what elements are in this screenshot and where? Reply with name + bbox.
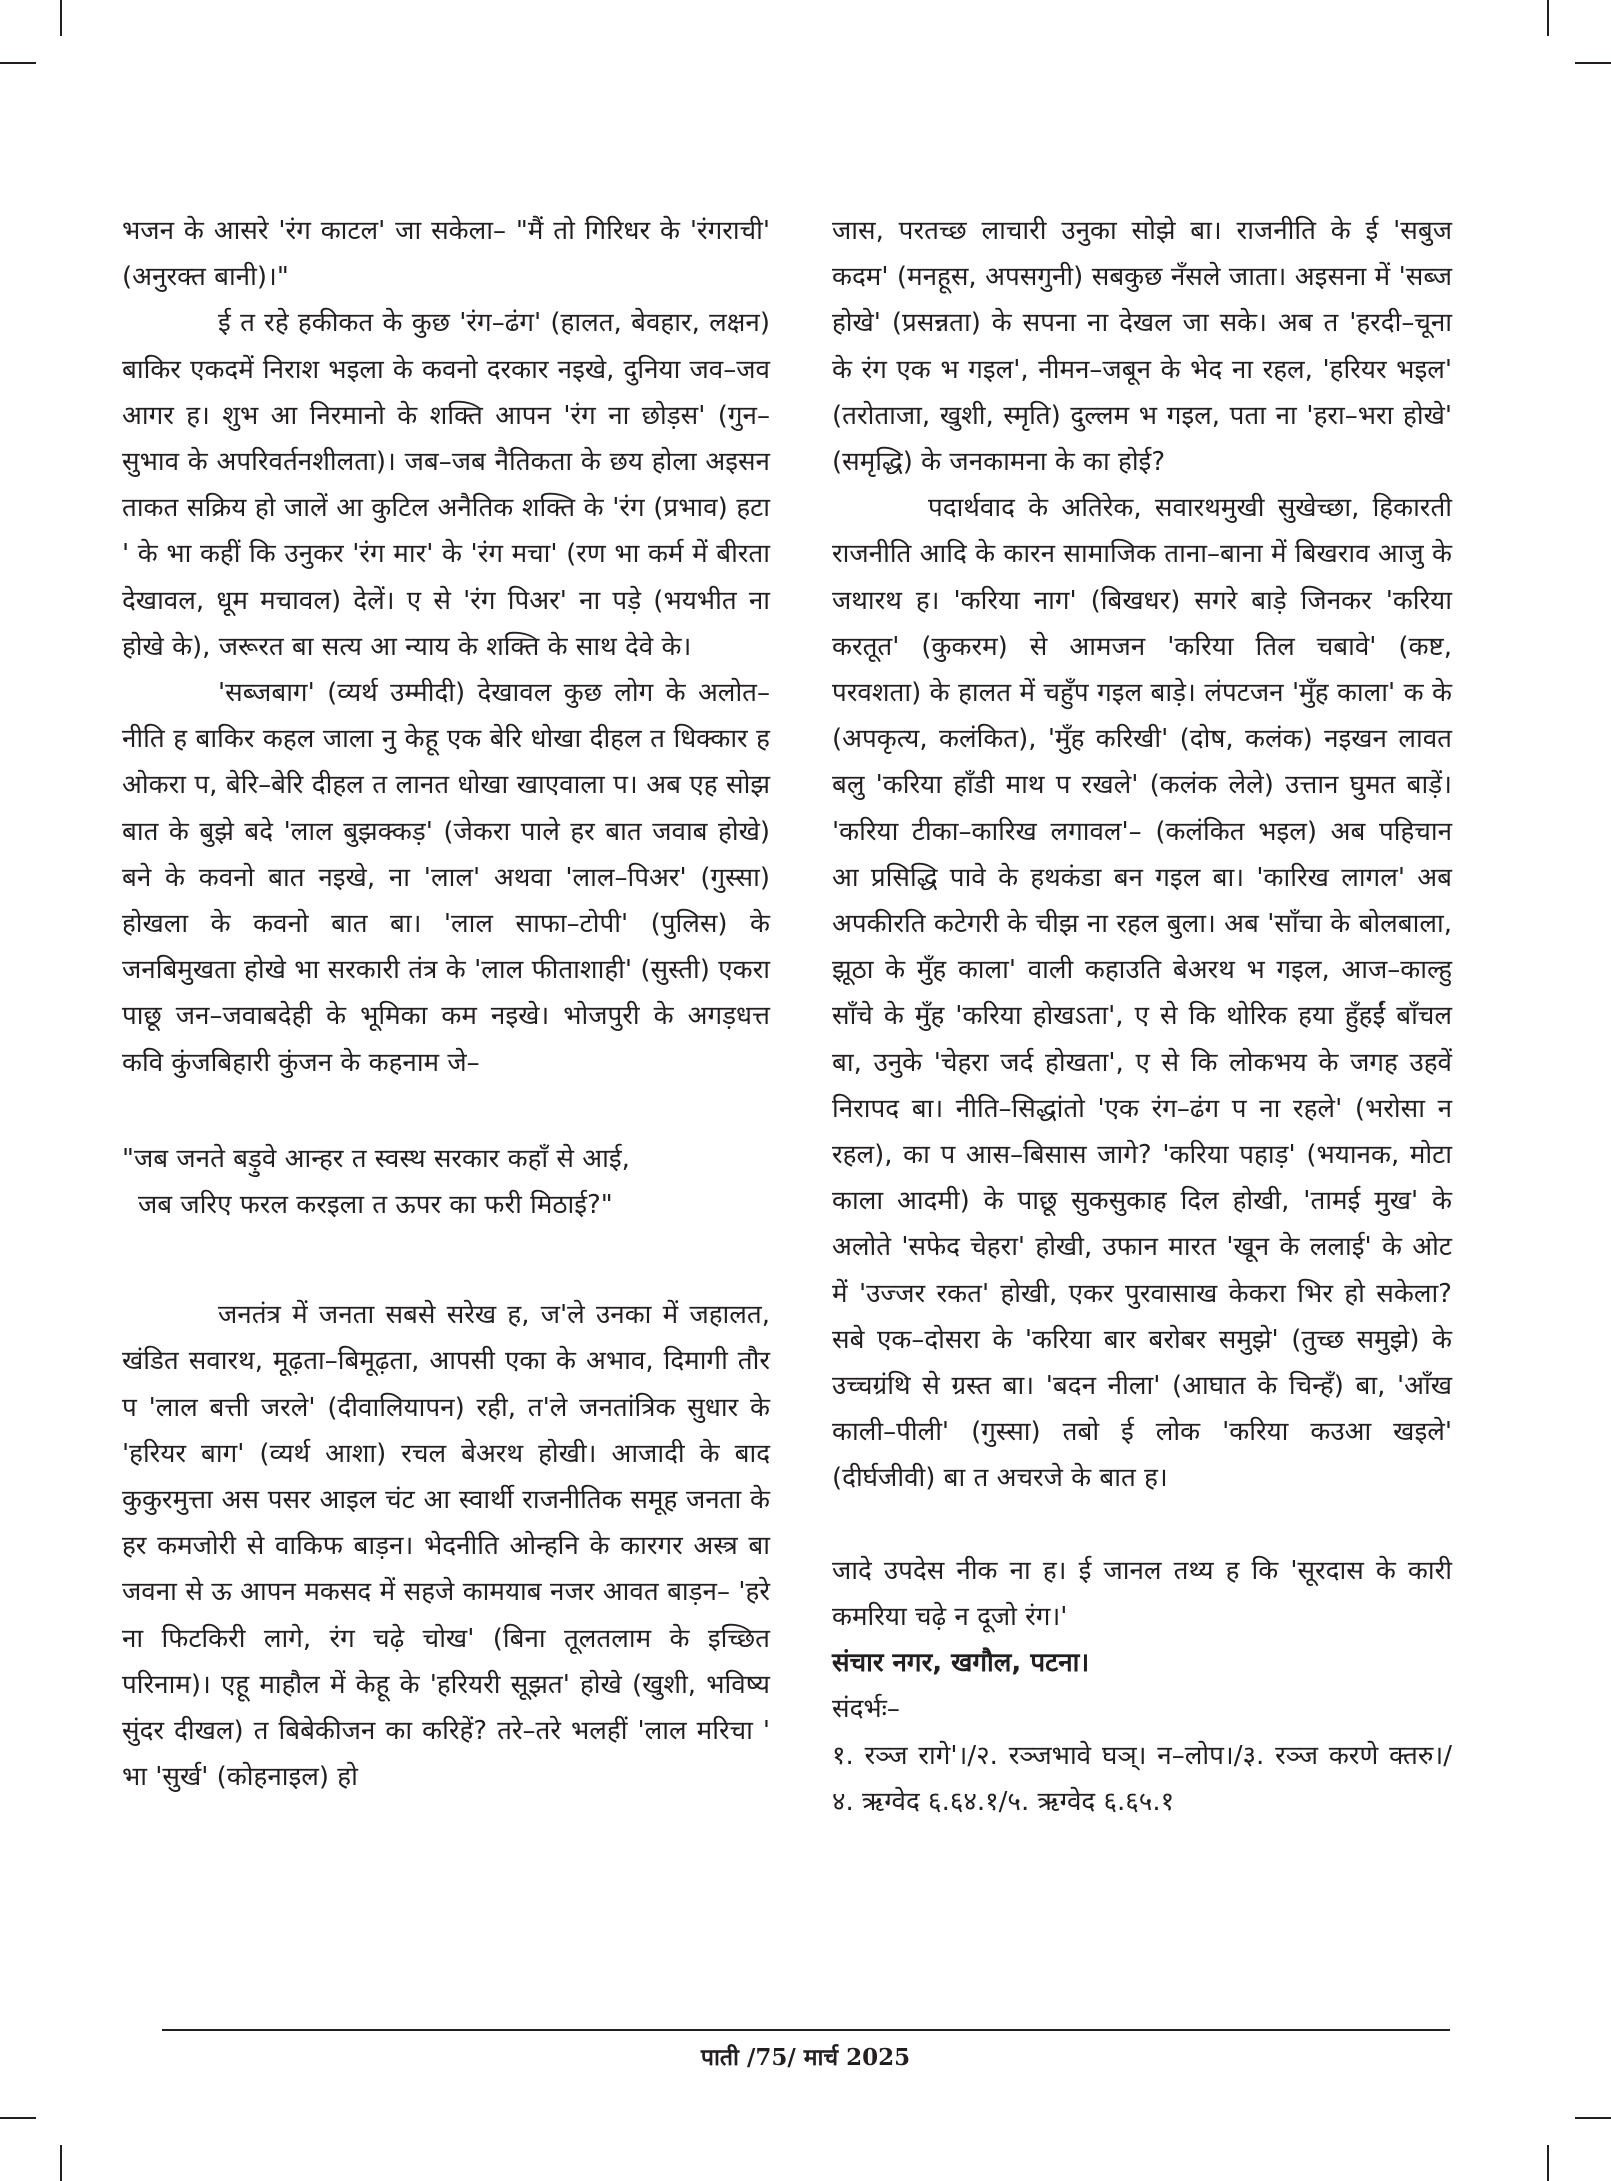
crop-mark [1547,0,1549,36]
right-column [832,208,1452,1825]
references-heading: संदर्भः– [832,1694,900,1725]
crop-mark [1547,2145,1549,2181]
crop-mark [1575,62,1611,64]
paragraph: 'सब्जबाग' (व्यर्थ उम्मीदी) देखावल कुछ लोग के अलोत–नीति ह बाकिर कहल जाला नु केहू एक बेरि धोखा दीहल त धिक्कार ह ओकरा प, बेरि–बेरि दीहल त लानत धोखा खाएवाला प। अब एह सोझ बात के बुझे बदे 'लाल बुझक्कड़' (जेकरा पाले हर बात जवाब होखे) बने के कवनो बात नइखे, ना 'लाल' अथवा 'लाल–पिअर' (गुस्सा) होखला के कवनो बात बा। 'लाल साफा–टोपी' (पुलिस) के जनबिमुखता होखे भा सरकारी तंत्र के 'लाल फीताशाही' (सुस्ती) एकरा पाछू जन–जवाबदेही के भूमिका कम नइखे। भोजपुरी के अगड़धत्त कवि कुंजबिहारी कुंजन के कहनाम जे– [122,678,770,1078]
paragraph: जादे उपदेस नीक ना ह। ई जानल तथ्य ह कि 'सूरदास के कारी कमरिया चढ़े न दूजो रंग।' [832,1555,1452,1632]
paragraph: जनतंत्र में जनता सबसे सरेख ह, ज'ले उनका में जहालत, खंडित सवारथ, मूढ़ता–बिमूढ़ता, आपसी एका के अभाव, दिमागी तौर प 'लाल बत्ती जरले' (दीवालियापन) रही, त'ले जनतांत्रिक सुधार के 'हरियर बाग' (व्यर्थ आशा) रचल बेअरथ होखी। आजादी के बाद कुकुरमुत्ता अस पसर आइल चंट आ स्वार्थी राजनीतिक समूह जनता के हर कमजोरी से वाकिफ बाड़न। भेदनीति ओन्हनि के कारगर अस्त्र बा जवना से ऊ आपन मकसद में सहजे कामयाब नजर आवत बाड़न– 'हरे ना फिटकिरी लागे, रंग चढ़े चोख' (बिना तूलतलाम के इच्छित परिनाम)। एहू माहौल में केहू के 'हरियरी सूझत' होखे (खुशी, भविष्य सुंदर दीखल) त बिबेकीजन का करिहें? तरे–तरे भलहीं 'लाल मरिचा ' भा 'सुर्ख' (कोहनाइल) हो [122,1300,770,1793]
left-column [122,208,770,1801]
quote-line: "जब जनते बड़ुवे आन्हर त स्वस्थ सरकार कहाँ से आई, [122,1143,630,1174]
page-footer: पाती /75/ मार्च 2025 [700,2044,911,2071]
crop-mark [0,2117,36,2119]
paragraph: ई त रहे हकीकत के कुछ 'रंग–ढंग' (हालत, बेवहार, लक्षन) बाकिर एकदमें निराश भइला के कवनो दरकार नइखे, दुनिया जव–जव आगर ह। शुभ आ निरमानो के शक्ति आपन 'रंग ना छोड़स' (गुन–सुभाव के अपरिवर्तनशीलता)। जब–जब नैतिकता के छय होला अइसन ताकत सक्रिय हो जालें आ कुटिल अनैतिक शक्ति के 'रंग (प्रभाव) हटा ' के भा कहीं कि उनुकर 'रंग मार' के 'रंग मचा' (रण भा कर्म में बीरता देखावल, धूम मचावल) देलें। ए से 'रंग पिअर' ना पड़े (भयभीत ना होखे के), जरूरत बा सत्य आ न्याय के शक्ति के साथ देवे के। [122,308,770,662]
quote-line: जब जरिए फरल करइला त ऊपर का फरी मिठाई?" [138,1190,613,1221]
author-address: संचार नगर, खगौल, पटना। [832,1648,1090,1679]
crop-mark [60,2145,62,2181]
poem-quote [122,1136,770,1228]
crop-mark [0,62,36,64]
crop-mark [60,0,62,36]
paragraph: भजन के आसरे 'रंग काटल' जा सकेला– "मैं तो गिरिधर के 'रंगराची' (अनुरक्त बानी)।" [122,216,770,293]
footer-divider [162,2029,1450,2031]
paragraph: जास, परतच्छ लाचारी उनुका सोझे बा। राजनीति के ई 'सबुज कदम' (मनहूस, अपसगुनी) सबकुछ नँसले जाता। अइसना में 'सब्ज होखे' (प्रसन्नता) के सपना ना देखल जा सके। अब त 'हरदी–चूना के रंग एक भ गइल', नीमन–जबून के भेद ना रहल, 'हरियर भइल' (तरोताजा, खुशी, स्मृति) दुल्लम भ गइल, पता ना 'हरा–भरा होखे' (समृद्धि) के जनकामना के का होई? [832,216,1452,478]
crop-mark [1575,2117,1611,2119]
paragraph: पदार्थवाद के अतिरेक, सवारथमुखी सुखेच्छा, हिकारती राजनीति आदि के कारन सामाजिक ताना–बाना में बिखराव आजु के जथारथ ह। 'करिया नाग' (बिखधर) सगरे बाड़े जिनकर 'करिया करतूत' (कुकरम) से आमजन 'करिया तिल चबावे' (कष्ट, परवशता) के हालत में चहुँप गइल बाड़े। लंपटजन 'मुँह काला' क के (अपकृत्य, कलंकित), 'मुँह करिखी' (दोष, कलंक) नइखन लावत बलु 'करिया हाँडी माथ प रखले' (कलंक लेले) उत्तान घुमत बाड़ें। 'करिया टीका–कारिख लगावल'– (कलंकित भइल) अब पहिचान आ प्रसिद्धि पावे के हथकंडा बन गइल बा। 'कारिख लागल' अब अपकीरति कटेगरी के चीझ ना रहल बुला। अब 'साँचा के बोलबाला, झूठा के मुँह काला' वाली कहाउति बेअरथ भ गइल, आज–काल्हु साँचे के मुँह 'करिया होखऽता', ए से कि थोरिक हया हुँहईं बाँचल बा, उनुके 'चेहरा जर्द होखता', ए से कि लोकभय के जगह उहवें निरापद बा। नीति–सिद्धांतो 'एक रंग–ढंग प ना रहले' (भरोसा न रहल), का प आस–बिसास जागे? 'करिया पहाड़' (भयानक, मोटा काला आदमी) के पाछू सुकसुकाह दिल होखी, 'तामई मुख' के अलोते 'सफेद चेहरा' होखी, उफान मारत 'खून के ललाई' के ओट में 'उज्जर रकत' होखी, एकर पुरवासाख केकरा भिर हो सकेला? सबे एक–दोसरा के 'करिया बार बरोबर समुझे' (तुच्छ समुझे) के उच्चग्रंथि से ग्रस्त बा। 'बदन नीला' (आघात के चिन्हँ) बा, 'आँख काली–पीली' (गुस्सा) तबो ई लोक 'करिया कउआ खइले' (दीर्घजीवी) बा त अचरजे के बात ह। [832,493,1452,1494]
references-list: १. रञ्ज रागे'।/२. रञ्जभावे घञ्। न–लोप।/३. रञ्ज करणे क्तरु।/४. ऋग्वेद ६.६४.१/५. ऋग्वेद ६.६५.१ [832,1740,1452,1817]
